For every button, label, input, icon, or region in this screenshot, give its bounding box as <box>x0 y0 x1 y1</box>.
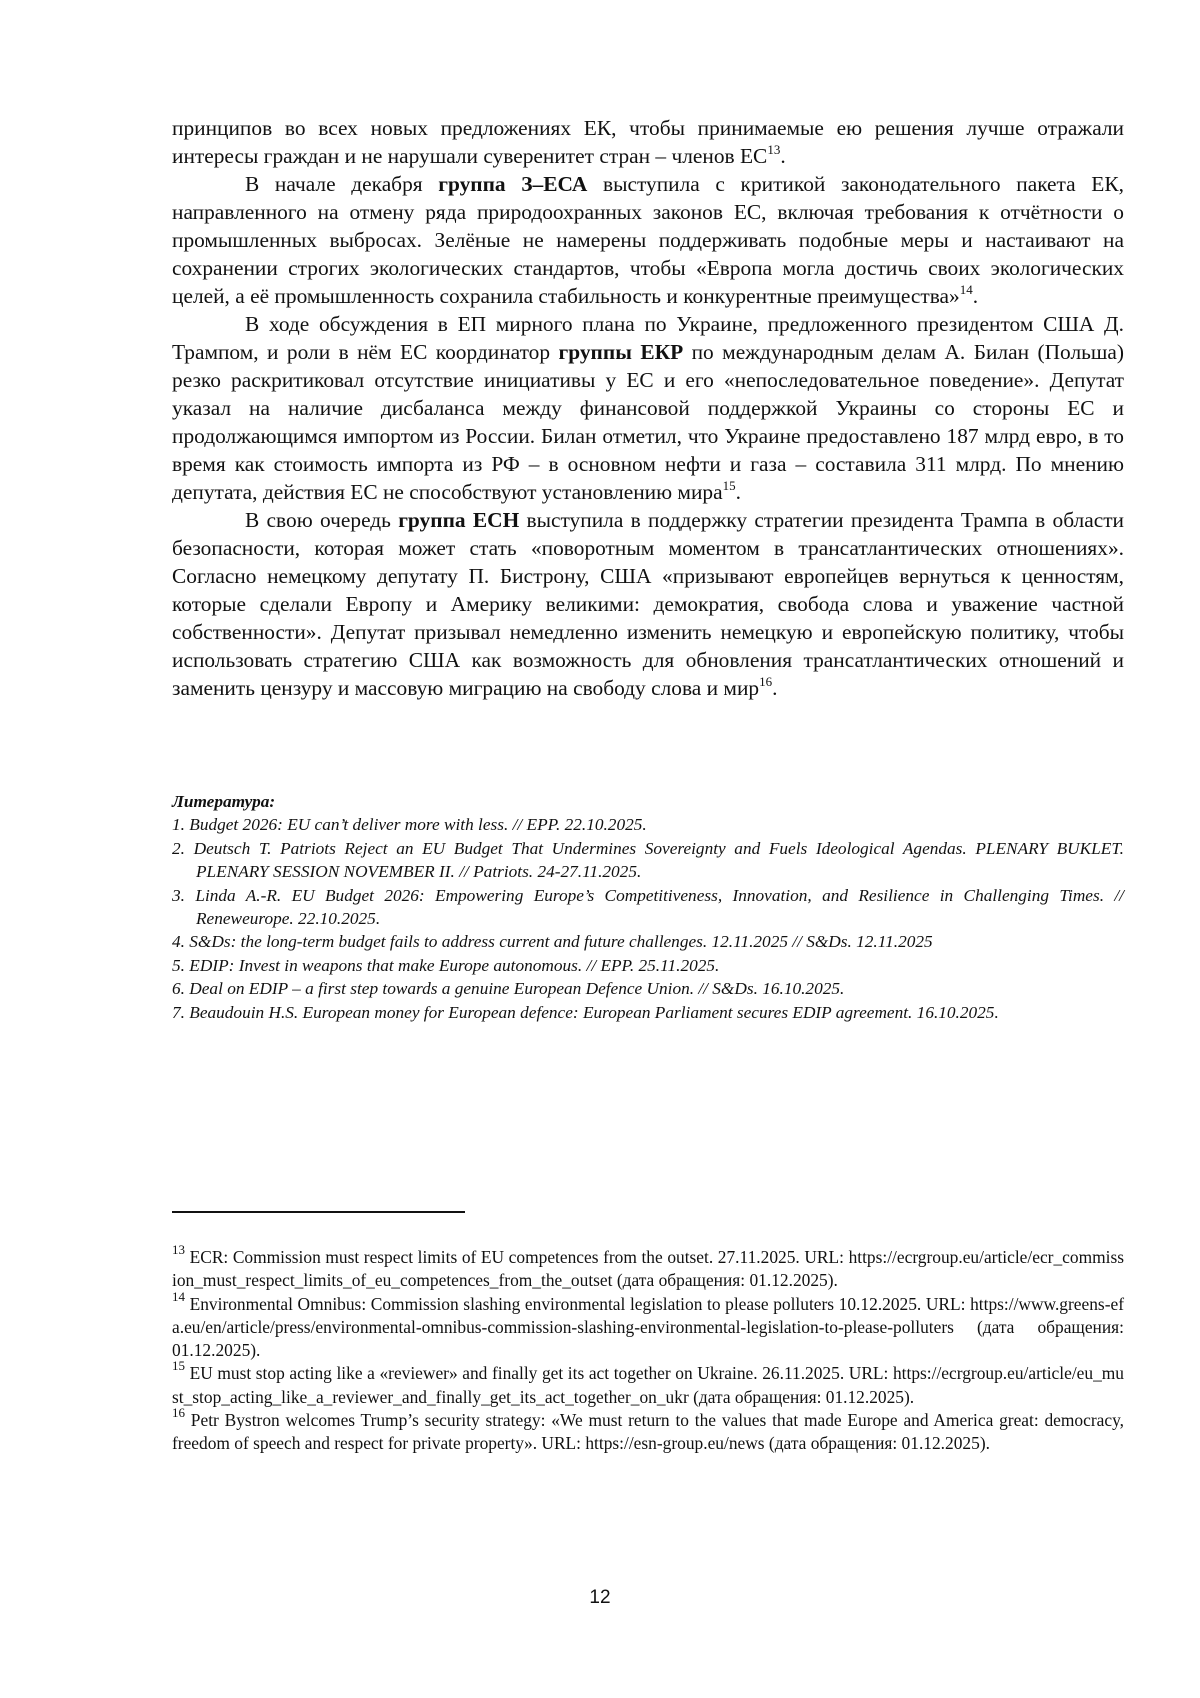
footnote-access-date: (дата обращения: 01.12.2025). <box>688 1386 915 1407</box>
footnote-number: 13 <box>172 1242 185 1257</box>
group-name-bold: группы ЕКР <box>558 340 684 364</box>
paragraph-lead: В начале декабря <box>245 172 439 196</box>
reference-item: 7. Beaudouin H.S. European money for European defence: European Parliament secures EDIP agreement. 16.10.2025. <box>172 1002 999 1022</box>
paragraph-tail: . <box>772 676 778 700</box>
paragraph-lead: В свою очередь <box>245 508 399 532</box>
paragraph-tail: . <box>972 284 979 308</box>
reference-item: 1. Budget 2026: EU can’t deliver more with less. // EPP. 22.10.2025. <box>172 815 647 835</box>
page-number: 12 <box>589 1587 611 1608</box>
reference-item: 6. Deal on EDIP – a first step towards a genuine European Defence Union. // S&Ds. 16.10.2025. <box>172 979 845 999</box>
group-name-bold: группа ЕСН <box>398 508 520 532</box>
footnote-number: 15 <box>172 1358 185 1374</box>
paragraph-text: принципов во всех новых предложениях ЕК, чтобы принимаемые ею решения лучше отражали интересы граждан и не нарушали суверенитет стран – членов ЕС <box>172 116 1124 168</box>
footnote-url[interactable]: https://esn-group.eu/news <box>585 1433 765 1454</box>
paragraph-text: выступила с критикой законодательного пакета ЕК, направленного на отмену ряда природоохранных законов ЕС, включая требования к отчётности о промышленных выбросах. Зелёные не намерены поддерживать подобные меры и настаивают на сохранении строгих экологических стандартов, чтобы «Европа могла достичь своих экологических целей, а её промышленность сохранила стабильность и конкурентные преимущества» <box>172 172 1124 308</box>
paragraph-tail: . <box>780 144 786 168</box>
footnote-ref[interactable]: 14 <box>959 282 973 297</box>
paragraph-ecr <box>172 310 1124 506</box>
reference-item: 3. Linda A.-R. EU Budget 2026: Empowering Europe’s Competitiveness, Innovation, and Resilience in Challenging Times. // Reneweurope. 22.10.2025. <box>172 885 1124 929</box>
footnote-access-date: (дата обращения: 01.12.2025). <box>612 1270 838 1291</box>
paragraph-text: по международным делам А. Билан (Польша) резко раскритиковал отсутствие инициативы у ЕС и его «непоследовательное поведение». Депутат указал на наличие дисбаланса между финансовой поддержкой Украины со стороны ЕС и продолжающимся импортом из России. Билан отметил, что Украине предоставлено 187 млрд евро, в то время как стоимость импорта из РФ – в основном нефти и газа – составила 311 млрд. По мнению депутата, действия ЕС не способствуют установлению мира <box>172 340 1124 504</box>
main-text <box>172 114 1124 702</box>
footnote-text: EU must stop acting like a «reviewer» and finally get its act together on Ukraine. 26.11.2025. URL: <box>185 1363 893 1384</box>
footnote-number: 16 <box>172 1405 185 1421</box>
footnote-13 <box>172 1242 1124 1293</box>
footnote-url[interactable]: https://ecrgroup.eu/article/ecr_commission_must_respect_limits_of_eu_competences_from_the_outset <box>172 1247 1124 1291</box>
footnote-text: ECR: Commission must respect limits of EU competences from the outset. 27.11.2025. URL: <box>185 1247 849 1267</box>
reference-item: 4. S&Ds: the long-term budget fails to address current and future challenges. 12.11.2025 // S&Ds. 12.11.2025 <box>172 932 933 952</box>
reference-item: 2. Deutsch T. Patriots Reject an EU Budget That Undermines Sovereignty and Fuels Ideological Agendas. PLENARY BUKLET. PLENARY SESSION NOVEMBER II. // Patriots. 24-27.11.2025. <box>172 838 1124 882</box>
footnote-ref[interactable]: 13 <box>767 142 781 157</box>
footnote-text: Petr Bystron welcomes Trump’s security strategy: «We must return to the values that made Europe and America great: democracy, freedom of speech and respect for private property». URL: <box>172 1410 1124 1454</box>
footnote-ref[interactable]: 15 <box>722 478 736 493</box>
paragraph-esn <box>172 506 1124 702</box>
footnote-url[interactable]: https://ecrgroup.eu/article/eu_must_stop_acting_like_a_reviewer_and_finally_get_its_act_together_on_ukr <box>172 1363 1124 1407</box>
footnote-ref[interactable]: 16 <box>759 674 773 689</box>
footnote-number: 14 <box>172 1288 185 1304</box>
reference-item: 5. EDIP: Invest in weapons that make Europe autonomous. // EPP. 25.11.2025. <box>172 955 720 975</box>
footnote-text: Environmental Omnibus: Commission slashing environmental legislation to please polluters 10.12.2025. URL: <box>185 1293 971 1314</box>
footnote-url[interactable]: https://www.greens-efa.eu/en/article/press/environmental-omnibus-commission-slashing-environmental-legislation-to-please-polluters <box>172 1293 1124 1337</box>
paragraph-continuation <box>172 114 1124 170</box>
footnote-divider <box>172 1211 465 1213</box>
footnote-15 <box>172 1358 1124 1409</box>
references-section <box>172 790 1124 1024</box>
paragraph-greens-efa <box>172 170 1124 310</box>
footnote-access-date: (дата обращения: 01.12.2025). <box>764 1433 990 1454</box>
paragraph-text: выступила в поддержку стратегии президента Трампа в области безопасности, которая может стать «поворотным моментом в трансатлантических отношениях». Согласно немецкому депутату П. Бистрону, США «призывают европейцев вернуться к ценностям, которые сделали Европу и Америку великими: демократия, свобода слова и уважение частной собственности». Депутат призывал немедленно изменить немецкую и европейскую политику, чтобы использовать стратегию США как возможность для обновления трансатлантических отношений и заменить цензуру и массовую миграцию на свободу слова и мир <box>172 508 1124 700</box>
paragraph-tail: . <box>735 480 741 504</box>
footnote-16 <box>172 1405 1124 1456</box>
footnote-14 <box>172 1288 1124 1363</box>
group-name-bold: группа З–ЕСА <box>438 172 588 196</box>
footnote-access-date: (дата обращения: 01.12.2025). <box>172 1316 1124 1361</box>
paragraph-lead: В ходе обсуждения в ЕП мирного плана по Украине, предложенного президентом США Д. Трампом, и роли в нём ЕС координатор <box>172 312 1124 364</box>
references-title: Литература: <box>172 792 276 811</box>
footnotes-section <box>172 1242 1124 1456</box>
